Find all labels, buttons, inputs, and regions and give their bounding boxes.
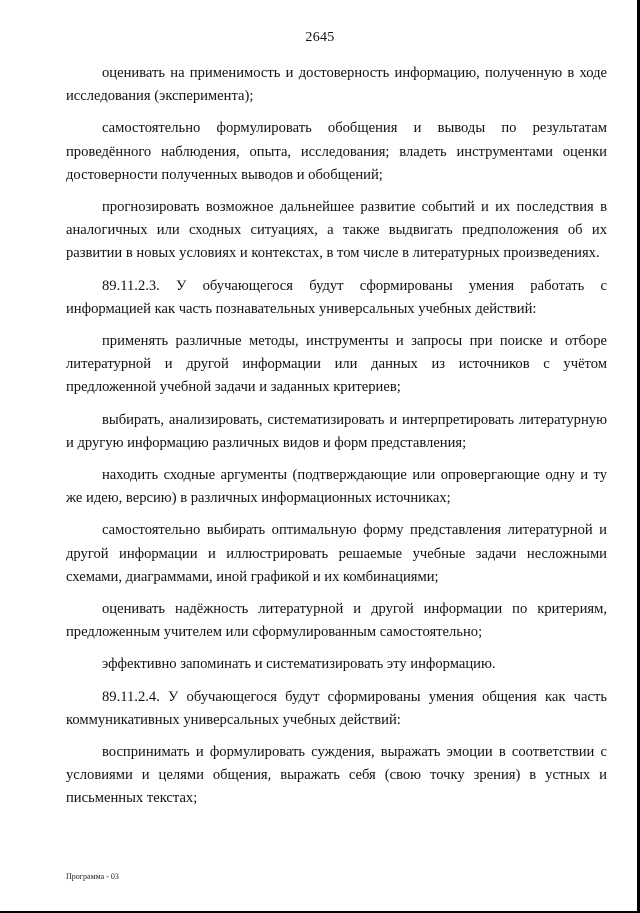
footer-program-label: Программа - 03 xyxy=(66,872,119,881)
paragraph: находить сходные аргументы (подтверждающие или опровергающие одну и ту же идею, версию) в различных информационных источниках; xyxy=(66,467,607,507)
paragraph: самостоятельно выбирать оптимальную форму представления литературной и другой информации и иллюстрировать решаемые учебные задачи несложными схемами, диаграммами, иной графикой и их комбинациями; xyxy=(66,522,607,585)
paragraph: оценивать на применимость и достоверность информацию, полученную в ходе исследования (эксперимента); xyxy=(66,65,607,105)
paragraph: применять различные методы, инструменты и запросы при поиске и отборе литературной и другой информации или данных из источников с учётом предложенной учебной задачи и заданных критериев; xyxy=(66,333,607,396)
document-body xyxy=(66,62,607,820)
paragraph: воспринимать и формулировать суждения, выражать эмоции в соответствии с условиями и целями общения, выражать себя (свою точку зрения) в устных и письменных текстах; xyxy=(66,744,607,807)
paragraph: эффективно запоминать и систематизировать эту информацию. xyxy=(102,656,496,673)
paragraph: оценивать надёжность литературной и другой информации по критериям, предложенным учителем или сформулированным самостоятельно; xyxy=(66,601,607,641)
section-paragraph: 89.11.2.4. У обучающегося будут сформированы умения общения как часть коммуникативных универсальных учебных действий: xyxy=(66,688,607,728)
paragraph: самостоятельно формулировать обобщения и выводы по результатам проведённого наблюдения, опыта, исследования; владеть инструментами оценки достоверности полученных выводов и обобщений; xyxy=(66,120,607,183)
paragraph: прогнозировать возможное дальнейшее развитие событий и их последствия в аналогичных или сходных ситуациях, а также выдвигать предположения об их развитии в новых условиях и контекстах, в том числе в литературных произведениях. xyxy=(66,199,607,262)
paragraph: выбирать, анализировать, систематизировать и интерпретировать литературную и другую информацию различных видов и форм представления; xyxy=(66,411,607,451)
page-number: 2645 xyxy=(305,30,335,45)
section-paragraph: 89.11.2.3. У обучающегося будут сформированы умения работать с информацией как часть познавательных универсальных учебных действий: xyxy=(66,277,607,317)
